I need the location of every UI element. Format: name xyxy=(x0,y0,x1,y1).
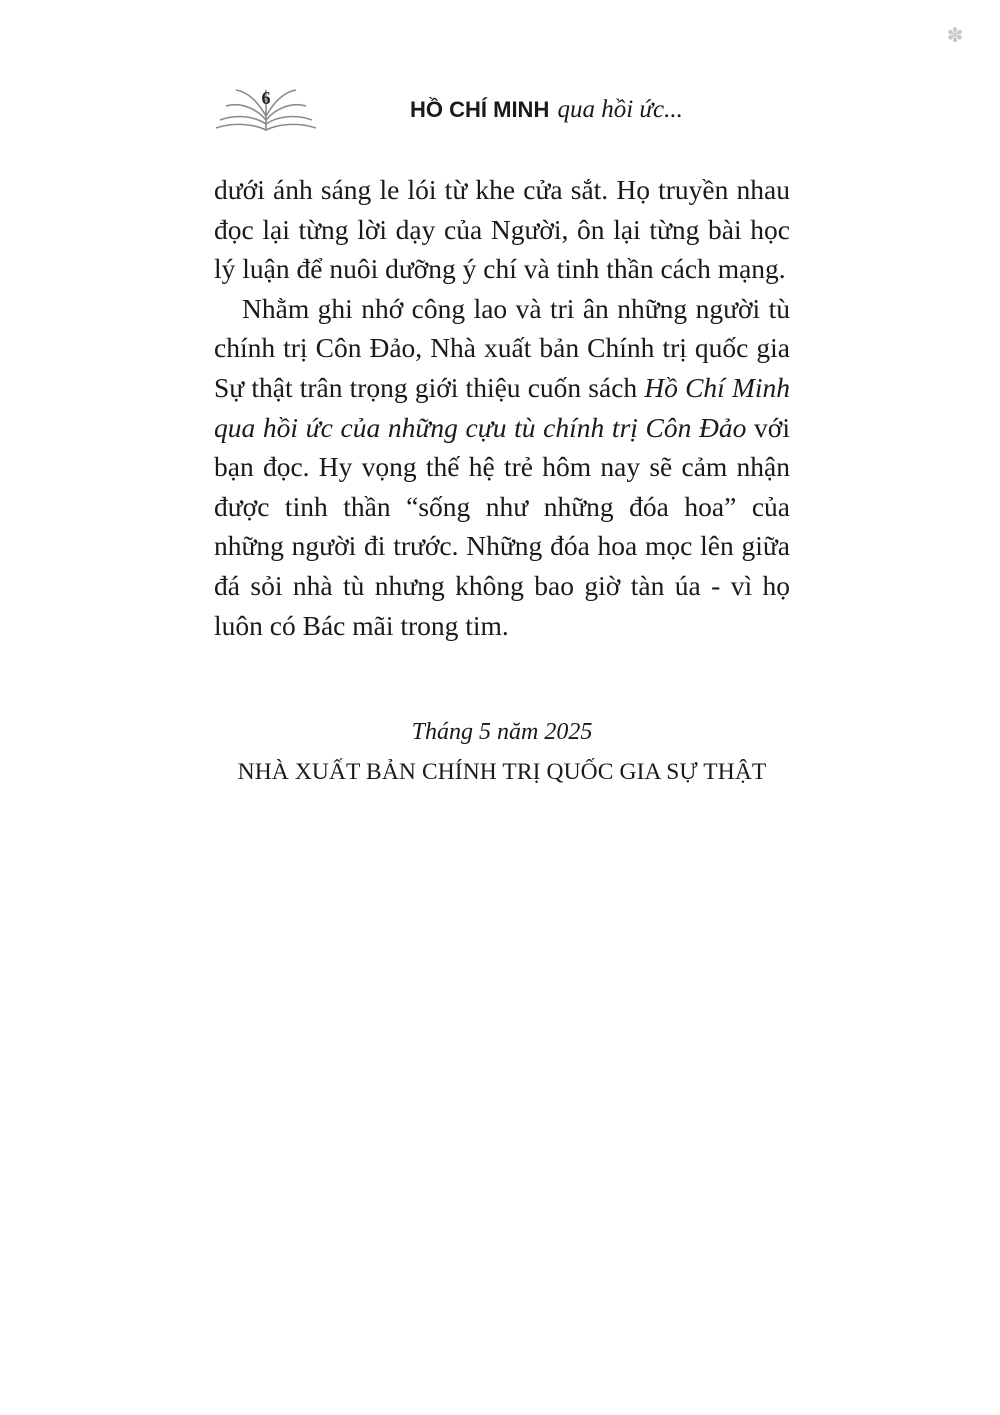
running-header xyxy=(214,80,794,136)
running-title-main: HỒ CHÍ MINH xyxy=(410,97,550,122)
body-text xyxy=(214,170,790,645)
paragraph-2-start: Nhằm ghi nhớ công lao và tri ân những người tù chính trị Côn Đảo, Nhà xuất bản Chính trị quốc gia Sự thật trân trọng giới thiệu cuốn sách xyxy=(214,292,790,403)
page-number: 6 xyxy=(261,88,271,108)
paragraph-2 xyxy=(214,289,790,645)
publisher-name: NHÀ XUẤT BẢN CHÍNH TRỊ QUỐC GIA SỰ THẬT xyxy=(237,759,767,785)
signoff xyxy=(214,712,790,792)
running-title-subtitle: qua hồi ức... xyxy=(557,96,683,123)
book-title: Hồ Chí Minh qua hồi ức của những cựu tù chính trị Côn Đảo xyxy=(214,371,790,443)
paragraph-2-end: với bạn đọc. Hy vọng thế hệ trẻ hôm nay sẽ cảm nhận được tinh thần “sống như những đóa hoa” của những người đi trước. Những đóa hoa mọc lên giữa đá sỏi nhà tù nhưng không bao giờ tàn úa - vì họ luôn có Bác mãi trong tim. xyxy=(214,411,790,641)
running-title xyxy=(410,96,683,124)
signoff-date: Tháng 5 năm 2025 xyxy=(411,719,593,745)
flower-icon: ✽ xyxy=(946,23,964,47)
paragraph-1: dưới ánh sáng le lói từ khe cửa sắt. Họ truyền nhau đọc lại từng lời dạy của Người, ôn lại từng bài học lý luận để nuôi dưỡng ý chí và tinh thần cách mạng. xyxy=(214,174,790,285)
